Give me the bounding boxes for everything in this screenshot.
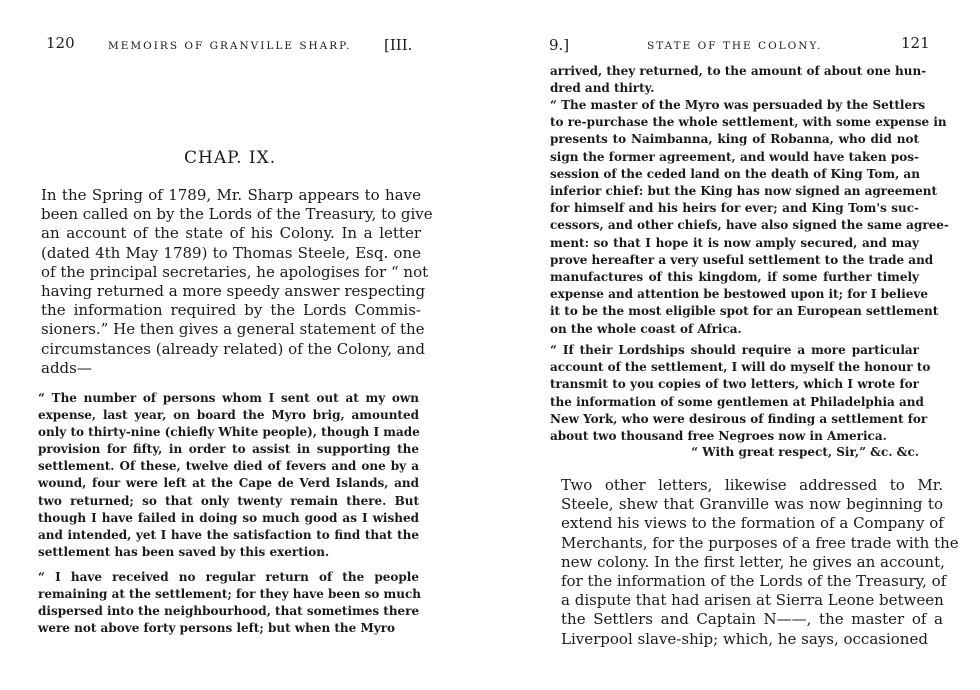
paragraph-narrative: [561, 476, 959, 649]
text-line: expense, last year, on board the Myro brig, amounted: [38, 408, 419, 423]
left-page-number: 120: [46, 34, 75, 52]
text-line: though I have failed in doing so much good as I wished: [38, 510, 419, 525]
text-line: for himself and his heirs for ever; and King Tom's suc-: [550, 201, 919, 216]
text-line: a dispute that had arisen at Sierra Leone between: [561, 591, 944, 610]
text-line: account of the settlement, I will do myself the honour to: [550, 360, 931, 375]
text-line: new colony. In the first letter, he gives an account,: [561, 552, 945, 571]
text-line: arrived, they returned, to the amount of about one hun-: [550, 64, 927, 78]
text-line: Two other letters, likewise addressed to Mr.: [561, 476, 943, 494]
text-line: been called on by the Lords of the Treasury, to give: [41, 205, 433, 224]
text-line: the information required by the Lords Commis-: [41, 301, 421, 320]
text-line: wound, four were left at the Cape de Verd Islands, and: [38, 476, 419, 491]
text-line: settlement. Of these, twelve died of fevers and one by a: [38, 459, 419, 474]
text-line: Steele, shew that Granville was now beginning to: [561, 495, 943, 514]
right-running-head: STATE OF THE COLONY.: [647, 40, 823, 52]
text-line: “ If their Lordships should require a more particular: [550, 343, 919, 357]
text-line: cessors, and other chiefs, have also signed the same agree-: [550, 218, 949, 233]
text-line: In the Spring of 1789, Mr. Sharp appears to have: [41, 186, 421, 204]
text-line: on the whole coast of Africa.: [550, 321, 742, 336]
text-line: settlement has been saved by this exertion.: [38, 544, 330, 559]
paragraph-quote-3: [550, 97, 949, 338]
text-line: to re-purchase the whole settlement, with some expense in: [550, 115, 947, 130]
text-line: extend his views to the formation of a Company of: [561, 514, 944, 533]
text-line: sign the former agreement, and would have taken pos-: [550, 149, 919, 164]
text-line: two returned; so that only twenty remain there. But: [38, 493, 419, 508]
text-line: inferior chief: but the King has now signed an agreement: [550, 184, 937, 199]
text-line: sioners.” He then gives a general statement of the: [41, 320, 425, 339]
chapter-heading: CHAP. IX.: [184, 148, 277, 168]
text-line: of the principal secretaries, he apologises for “ not: [41, 262, 429, 281]
text-line: “ With great respect, Sir,” &c. &c.: [691, 445, 919, 459]
text-line: manufactures of this kingdom, if some further timely: [550, 270, 919, 285]
paragraph-continuation: [550, 63, 927, 97]
right-page: [490, 0, 980, 690]
text-line: expense and attention be bestowed upon it; for I believe: [550, 287, 929, 302]
text-line: were not above forty persons left; but when the Myro: [38, 621, 396, 636]
text-line: New York, who were desirous of finding a settlement for: [550, 411, 928, 426]
right-book-marker: 9.]: [549, 36, 570, 54]
left-running-head: MEMOIRS OF GRANVILLE SHARP.: [108, 40, 352, 52]
text-line: for the information of the Lords of the Treasury, of: [561, 572, 947, 591]
text-line: an account of the state of his Colony. In a letter: [41, 224, 421, 243]
paragraph-quote-1: [38, 390, 419, 561]
text-line: adds—: [41, 358, 92, 377]
text-line: “ The number of persons whom I sent out at my own: [38, 391, 419, 405]
text-line: Merchants, for the purposes of a free trade with the: [561, 533, 959, 552]
text-line: circumstances (already related) of the Colony, and: [41, 339, 425, 358]
text-line: presents to Naimbanna, king of Robanna, who did not: [550, 132, 919, 147]
text-line: about two thousand free Negroes now in America.: [550, 429, 887, 444]
text-line: the Settlers and Captain N——, the master of a: [561, 610, 943, 629]
text-line: “ The master of the Myro was persuaded by the Settlers: [550, 98, 926, 112]
text-line: provision for fifty, in order to assist in supporting the: [38, 442, 419, 457]
paragraph-quote-2: [38, 569, 419, 637]
text-line: dispersed into the neighbourhood, that sometimes there: [38, 604, 420, 619]
text-line: Liverpool slave-ship; which, he says, occasioned: [561, 629, 928, 648]
text-line: the information of some gentlemen at Philadelphia and: [550, 394, 924, 409]
text-line: having returned a more speedy answer respecting: [41, 282, 426, 301]
text-line: it to be the most eligible spot for an European settlement: [550, 304, 939, 319]
text-line: transmit to you copies of two letters, which I wrote for: [550, 377, 919, 392]
text-line: remaining at the settlement; for they have been so much: [38, 587, 421, 602]
paragraph-intro: [41, 186, 433, 378]
text-line: and intended, yet I have the satisfaction to find that the: [38, 527, 419, 542]
text-line: prove hereafter a very useful settlement to the trade and: [550, 252, 934, 267]
text-line: (dated 4th May 1789) to Thomas Steele, Esq. one: [41, 243, 421, 262]
right-page-number: 121: [901, 34, 930, 52]
text-line: ment: so that I hope it is now amply secured, and may: [550, 235, 919, 250]
text-line: “ I have received no regular return of the people: [38, 570, 419, 584]
paragraph-signoff: [550, 444, 919, 461]
text-line: only to thirty-nine (chiefly White people), though I made: [38, 425, 420, 440]
left-book-marker: [III.: [384, 36, 413, 54]
paragraph-quote-4: [550, 342, 931, 445]
text-line: session of the ceded land on the death of King Tom, an: [550, 166, 920, 181]
text-line: dred and thirty.: [550, 81, 655, 96]
